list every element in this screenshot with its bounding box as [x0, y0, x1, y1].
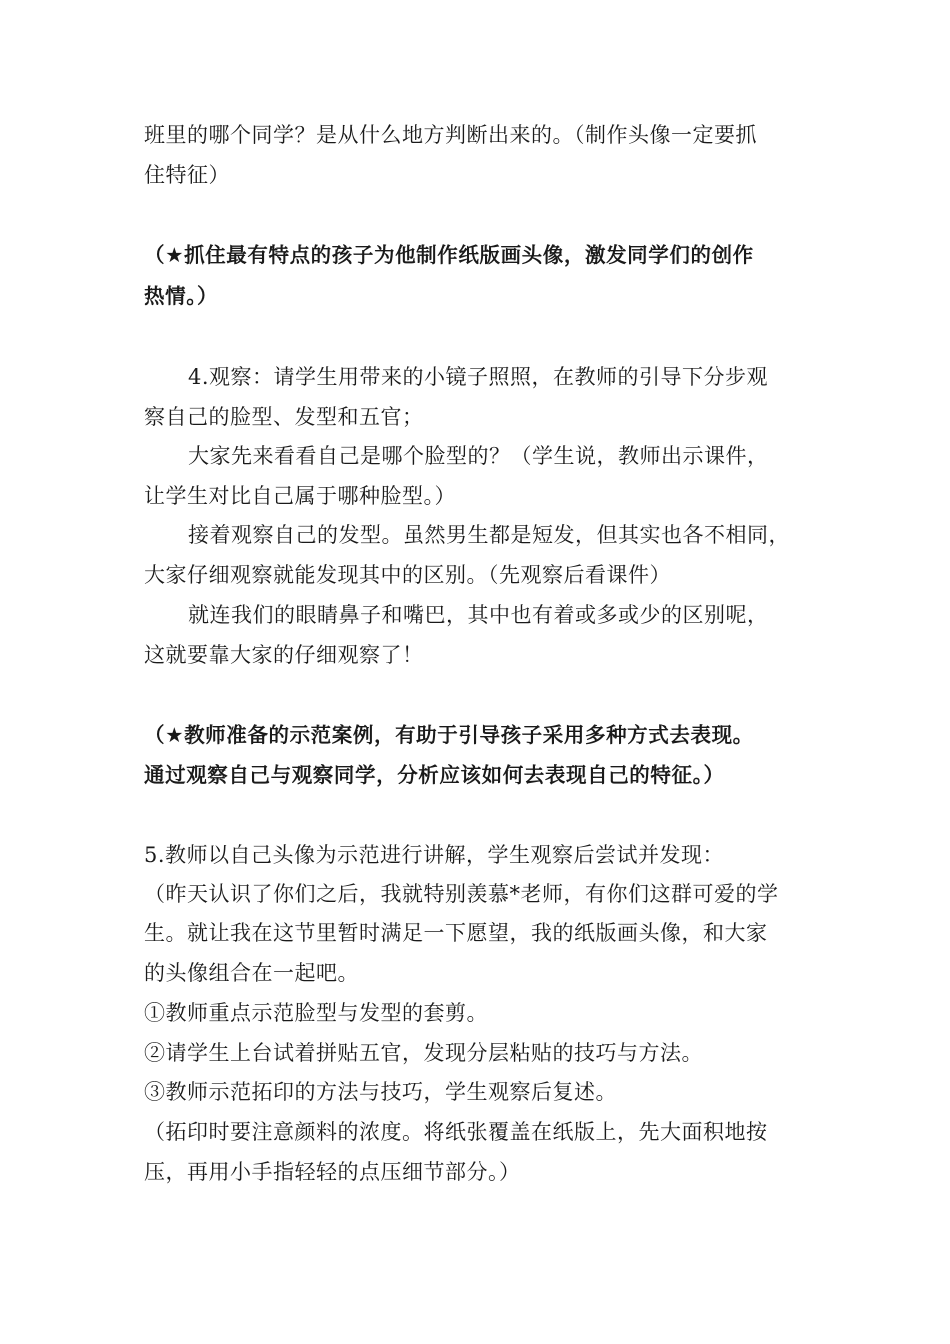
- text-line: 就连我们的眼睛鼻子和嘴巴，其中也有着或多或少的区别呢，: [188, 603, 769, 627]
- text-line: （拓印时要注意颜料的浓度。将纸张覆盖在纸版上，先大面积地按: [144, 1120, 768, 1144]
- text-line: （昨天认识了你们之后，我就特别羡慕*老师，有你们这群可爱的学: [144, 882, 779, 906]
- text-line: 4.观察：请学生用带来的小镜子照照，在教师的引导下分步观: [188, 365, 769, 389]
- text-line: 大家仔细观察就能发现其中的区别。（先观察后看课件）: [144, 563, 671, 587]
- text-line: 住特征）: [144, 163, 230, 187]
- highlight-note: （★教师准备的示范案例，有助于引导孩子采用多种方式去表现。: [144, 723, 754, 747]
- text-line: 这就要靠大家的仔细观察了！: [144, 643, 424, 667]
- highlight-note: （★抓住最有特点的孩子为他制作纸版画头像，激发同学们的创作: [144, 243, 754, 267]
- list-item: ③教师示范拓印的方法与技巧，学生观察后复述。: [144, 1080, 617, 1104]
- text-line: 察自己的脸型、发型和五官；: [144, 405, 424, 429]
- list-item: ①教师重点示范脸型与发型的套剪。: [144, 1001, 488, 1025]
- text-line: 的头像组合在一起吧。: [144, 961, 359, 985]
- text-line: 接着观察自己的发型。虽然男生都是短发，但其实也各不相同，: [188, 523, 790, 547]
- text-line: 班里的哪个同学？是从什么地方判断出来的。（制作头像一定要抓: [144, 123, 757, 147]
- text-line: 让学生对比自己属于哪种脸型。）: [144, 484, 456, 508]
- highlight-note: 热情。）: [144, 284, 219, 308]
- text-line: 压，再用小手指轻轻的点压细节部分。）: [144, 1160, 521, 1184]
- highlight-note: 通过观察自己与观察同学，分析应该如何去表现自己的特征。）: [144, 763, 725, 787]
- list-item: ②请学生上台试着拼贴五官，发现分层粘贴的技巧与方法。: [144, 1041, 703, 1065]
- text-line: 生。就让我在这节里暂时满足一下愿望，我的纸版画头像，和大家: [144, 921, 768, 945]
- text-line: 5.教师以自己头像为示范进行讲解，学生观察后尝试并发现：: [144, 843, 725, 867]
- text-line: 大家先来看看自己是哪个脸型的？（学生说，教师出示课件，: [188, 444, 769, 468]
